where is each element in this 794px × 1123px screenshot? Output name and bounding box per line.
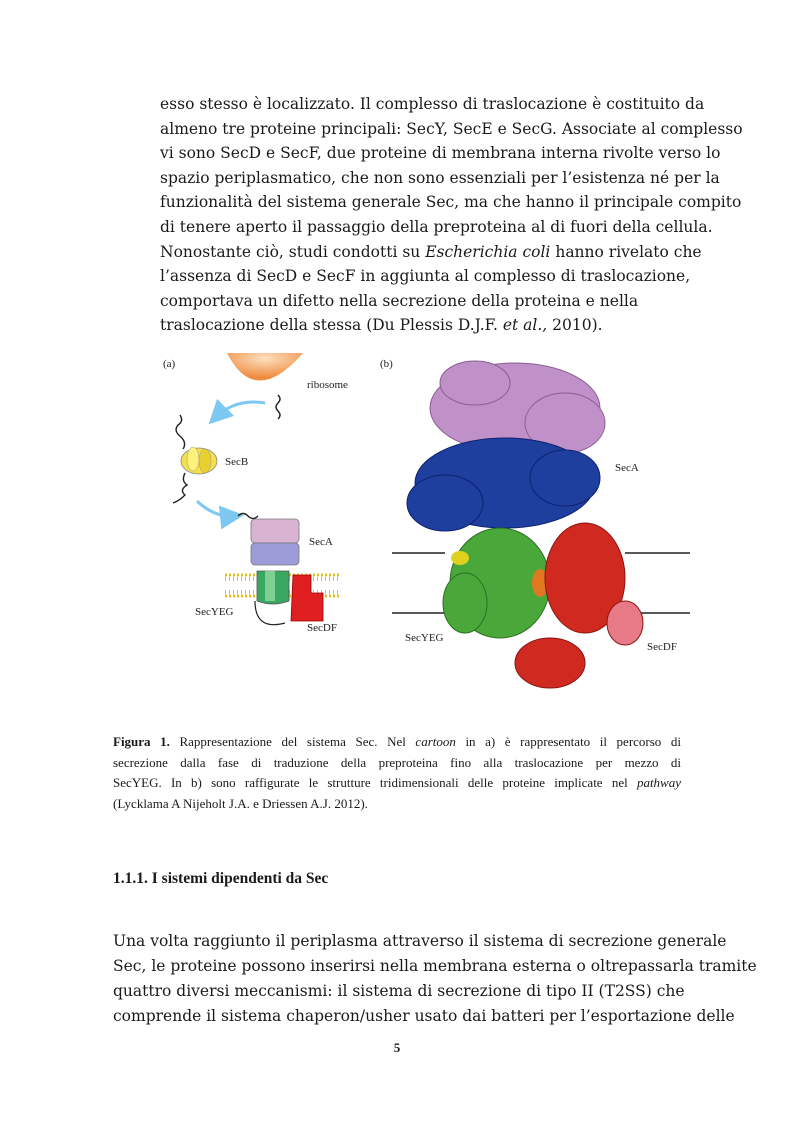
arrow-2	[197, 501, 235, 516]
figure-illustration	[155, 353, 695, 713]
secdf-shape	[291, 575, 323, 621]
section-heading: 1.1.1. I sistemi dipendenti da Sec	[113, 870, 329, 887]
preprotein-chain-bottom	[173, 473, 187, 503]
text-line: di tenere aperto il passaggio della preproteina al di fuori della cellula.	[160, 217, 713, 236]
secdf-label-a: SecDF	[307, 622, 337, 634]
text-line: almeno tre proteine principali: SecY, SecE e SecG. Associate al complesso	[160, 119, 743, 138]
panel-b-tag: (b)	[380, 358, 393, 370]
text-line: esso stesso è localizzato. Il complesso di traslocazione è costituito da	[160, 95, 705, 113]
seca-label-b: SecA	[615, 462, 639, 474]
caption-italic-term: pathway	[636, 775, 681, 791]
caption-line: (Lycklama A Nijeholt J.A. e Driessen A.J. 2012).	[113, 795, 368, 811]
text-line: Sec, le proteine possono inserirsi nella membrana esterna o oltrepassarla tramite	[113, 957, 757, 975]
caption-line: secrezione dalla fase di traduzione della preproteina fino alla traslocazione per mezzo di	[113, 754, 681, 770]
page-number: 5	[393, 1040, 401, 1055]
panel-a-tag: (a)	[163, 358, 176, 370]
body-paragraph-2	[113, 929, 757, 1029]
secdf-loop	[255, 601, 285, 625]
text-line: Una volta raggiunto il periplasma attraverso il sistema di secrezione generale	[113, 932, 727, 950]
italic-term: et al.,	[502, 316, 548, 335]
chain-to-seca	[238, 514, 258, 519]
caption-line: SecYEG. In b) sono raffigurate le strutture tridimensionali delle proteine implicate nel pathway	[113, 775, 681, 791]
text-line: funzionalità del sistema generale Sec, ma che hanno il principale compito	[160, 193, 742, 212]
preprotein-chain-top	[176, 415, 185, 449]
secyeg-highlight	[265, 571, 275, 601]
text-line: traslocazione della stessa (Du Plessis D.J.F. et al., 2010).	[160, 316, 603, 335]
seca-top-domain	[251, 519, 299, 543]
seca-label-a: SecA	[309, 536, 333, 548]
secyeg-yellow-helix	[451, 551, 469, 565]
seca-structure	[407, 438, 600, 531]
figure-1	[155, 353, 695, 713]
ribosome-shape	[227, 353, 303, 381]
caption-figure-label: Figura 1.	[113, 734, 170, 749]
text-line: vi sono SecD e SecF, due proteine di membrana interna rivolte verso lo	[160, 144, 721, 163]
figure-caption	[113, 732, 681, 814]
secb-lobe-1	[187, 447, 199, 471]
text-line: Nonostante ciò, studi condotti su Escherichia coli hanno rivelato che	[160, 242, 702, 261]
secb-label: SecB	[225, 456, 249, 468]
ribosome-label: ribosome	[307, 379, 348, 391]
arrow-1	[215, 402, 265, 418]
seca-bottom-domain	[251, 543, 299, 565]
secyeg-label-a: SecYEG	[195, 606, 234, 618]
text-line: comportava un difetto nella secrezione della proteina e nella	[160, 291, 639, 310]
secyeg-label-b: SecYEG	[405, 632, 444, 644]
caption-italic-term: cartoon	[415, 734, 456, 749]
secdf-label-b: SecDF	[647, 641, 677, 653]
text-line: quattro diversi meccanismi: il sistema di secrezione di tipo II (T2SS) che	[113, 982, 685, 1000]
secb-lobe-2	[199, 449, 211, 473]
text-line: spazio periplasmatico, che non sono essenziali per l’esistenza né per la	[160, 168, 720, 187]
text-line: comprende il sistema chaperon/usher usato dai batteri per l’esportazione delle	[113, 1007, 735, 1025]
caption-line: Figura 1. Rappresentazione del sistema Sec. Nel cartoon in a) è rappresentato il percorso di	[113, 734, 681, 749]
body-paragraph-1	[160, 92, 743, 338]
text-line: l’assenza di SecD e SecF in aggiunta al complesso di traslocazione,	[160, 267, 691, 286]
nascent-chain	[276, 395, 280, 419]
italic-term: Escherichia coli	[425, 242, 551, 261]
